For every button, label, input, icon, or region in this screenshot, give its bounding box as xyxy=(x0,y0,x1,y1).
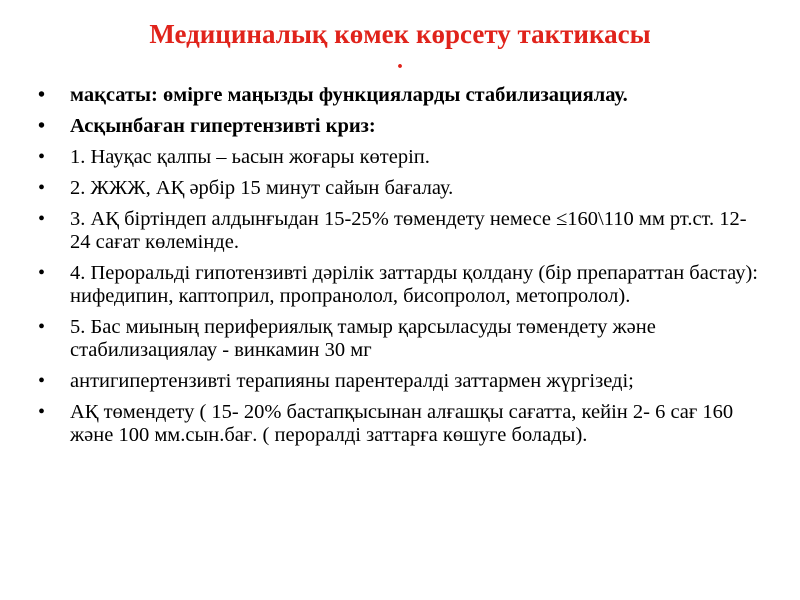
bullet-text: 5. Бас миының перифериялық тамыр қарсыласуды төмендету және стабилизациялау - винкамин 30 мг xyxy=(70,316,656,361)
bullet-text: 3. АҚ біртіндеп алдынғыдан 15-25% төмендету немесе ≤160\110 мм рт.ст. 12-24 сағат көлемінде. xyxy=(70,208,747,253)
bullet-dot-icon: • xyxy=(38,316,46,338)
bullet-dot-icon: • xyxy=(38,208,46,230)
bullet-item-step-3 xyxy=(38,208,758,254)
bullet-dot-icon: • xyxy=(38,262,46,284)
bullet-dot-icon: • xyxy=(38,370,46,392)
bullet-dot-icon: • xyxy=(38,84,46,106)
bullet-text: 2. ЖЖЖ, АҚ әрбір 15 минут сайын бағалау. xyxy=(70,177,454,199)
bullet-dot-icon: • xyxy=(38,115,46,137)
bullet-item-step-2 xyxy=(38,177,758,200)
slide-title-suffix: . xyxy=(397,48,403,74)
bullet-text: мақсаты: өмірге маңызды функцияларды стабилизациялау. xyxy=(70,84,628,106)
bullet-item-step-1 xyxy=(38,146,758,169)
bullet-item-parenteral-therapy xyxy=(38,370,758,393)
bullet-text: 4. Пероральді гипотензивті дәрілік заттарды қолдану (бір препараттан бастау): нифедипин, каптоприл, пропранолол, бисопролол, метопролол). xyxy=(70,262,758,307)
bullet-dot-icon: • xyxy=(38,177,46,199)
bullet-dot-icon: • xyxy=(38,146,46,168)
bullet-text: 1. Науқас қалпы – ьасын жоғары көтеріп. xyxy=(70,146,430,168)
bullet-item-uncomplicated-crisis xyxy=(38,115,758,138)
bullet-list xyxy=(38,84,758,455)
bullet-item-step-5 xyxy=(38,316,758,362)
slide-title xyxy=(60,18,740,72)
bullet-dot-icon: • xyxy=(38,401,46,423)
slide-title-text: Медициналық көмек көрсету тактикасы xyxy=(149,19,651,49)
bullet-text: Асқынбаған гипертензивті криз: xyxy=(70,115,376,137)
bullet-item-step-4 xyxy=(38,262,758,308)
bullet-item-bp-reduction xyxy=(38,401,758,447)
bullet-text: антигипертензивті терапияны парентералді заттармен жүргізеді; xyxy=(70,370,634,392)
bullet-text: АҚ төмендету ( 15- 20% бастапқысынан алғашқы сағатта, кейін 2- 6 сағ 160 және 100 мм.сын.бағ. ( пероралді заттарға көшуге болады). xyxy=(70,401,734,446)
bullet-item-goal xyxy=(38,84,758,107)
